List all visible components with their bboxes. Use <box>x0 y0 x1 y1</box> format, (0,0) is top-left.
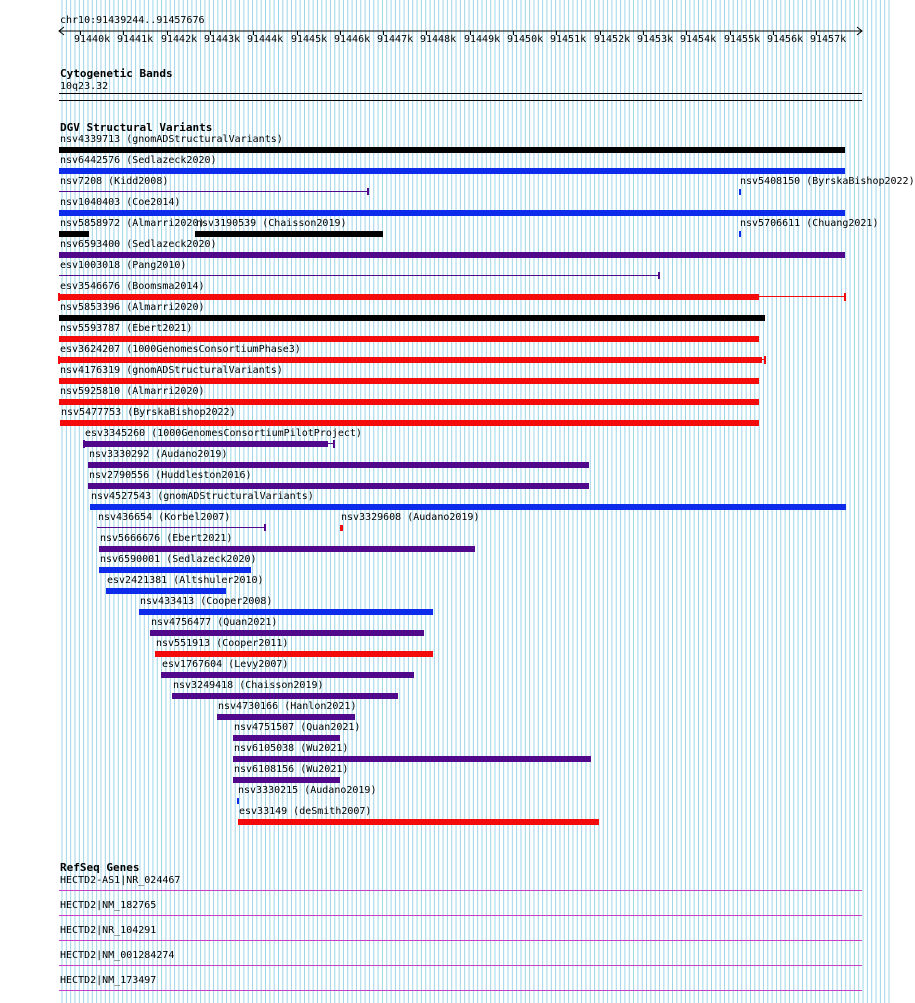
dgv-feature-label[interactable]: nsv551913 (Cooper2011) <box>156 638 289 649</box>
dgv-feature-label[interactable]: nsv4176319 (gnomADStructuralVariants) <box>60 365 283 376</box>
dgv-feature-bar[interactable] <box>99 546 475 552</box>
dgv-feature-label[interactable]: esv2421381 (Altshuler2010) <box>107 575 264 586</box>
dgv-feature-end-cap <box>844 293 846 301</box>
dgv-feature-bar[interactable] <box>88 462 589 468</box>
dgv-feature-bar[interactable] <box>59 168 845 174</box>
dgv-feature-label[interactable]: nsv4730166 (Hanlon2021) <box>218 701 357 712</box>
dgv-feature-label[interactable]: nsv5408150 (ByrskaBishop2022) <box>740 176 915 187</box>
dgv-feature-label[interactable]: nsv5853396 (Almarri2020) <box>60 302 205 313</box>
dgv-feature-bar[interactable] <box>340 525 343 531</box>
dgv-feature-bar[interactable] <box>155 651 433 657</box>
dgv-feature-label[interactable]: esv1003018 (Pang2010) <box>60 260 187 271</box>
dgv-feature-bar[interactable] <box>59 275 658 276</box>
dgv-feature-label[interactable]: nsv5593787 (Ebert2021) <box>60 323 193 334</box>
dgv-feature-bar[interactable] <box>195 231 383 237</box>
dgv-feature-bar[interactable] <box>59 147 845 153</box>
dgv-feature-bar[interactable] <box>150 630 424 636</box>
cytoband-label[interactable]: 10q23.32 <box>60 81 109 92</box>
refseq-gene-label[interactable]: HECTD2|NM_173497 <box>60 975 157 986</box>
refseq-gene-line[interactable] <box>59 915 862 916</box>
dgv-feature-bar[interactable] <box>84 441 328 447</box>
dgv-feature-extension <box>759 296 845 297</box>
refseq-gene-label[interactable]: HECTD2|NM_182765 <box>60 900 157 911</box>
dgv-feature-bar[interactable] <box>238 819 599 825</box>
dgv-feature-bar[interactable] <box>59 315 765 321</box>
dgv-feature-bar[interactable] <box>97 527 264 528</box>
dgv-feature-end-cap <box>264 524 266 531</box>
dgv-feature-end-cap <box>58 356 60 364</box>
dgv-feature-end-cap <box>764 356 766 364</box>
dgv-feature-label[interactable]: nsv4339713 (gnomADStructuralVariants) <box>60 134 283 145</box>
dgv-feature-label[interactable]: nsv7208 (Kidd2008) <box>60 176 169 187</box>
dgv-feature-bar[interactable] <box>59 231 89 237</box>
dgv-feature-end-cap <box>58 293 60 301</box>
dgv-feature-label[interactable]: esv33149 (deSmith2007) <box>239 806 372 817</box>
refseq-gene-label[interactable]: HECTD2-AS1|NR_024467 <box>60 875 181 886</box>
dgv-feature-bar[interactable] <box>90 504 846 510</box>
dgv-feature-label[interactable]: nsv4756477 (Quan2021) <box>151 617 278 628</box>
dgv-feature-end-cap <box>367 188 369 195</box>
dgv-feature-bar[interactable] <box>233 756 591 762</box>
ruler-tick-label: 91440k <box>74 34 111 45</box>
ruler-tick-label: 91453k <box>637 34 674 45</box>
refseq-gene-line[interactable] <box>59 940 862 941</box>
dgv-feature-bar[interactable] <box>59 378 759 384</box>
dgv-feature-label[interactable]: esv3624207 (1000GenomesConsortiumPhase3) <box>60 344 301 355</box>
ruler-tick-label: 91447k <box>377 34 414 45</box>
dgv-feature-label[interactable]: nsv6108156 (Wu2021) <box>234 764 349 775</box>
dgv-feature-label[interactable]: nsv3249418 (Chaisson2019) <box>173 680 324 691</box>
dgv-feature-bar[interactable] <box>217 714 355 720</box>
dgv-feature-label[interactable]: nsv3329608 (Audano2019) <box>341 512 480 523</box>
dgv-feature-bar[interactable] <box>59 357 762 363</box>
dgv-feature-label[interactable]: nsv2790556 (Huddleston2016) <box>89 470 252 481</box>
ruler-coordinates: chr10:91439244..91457676 <box>60 15 205 26</box>
dgv-feature-label[interactable]: nsv3330215 (Audano2019) <box>238 785 377 796</box>
dgv-feature-bar[interactable] <box>161 672 414 678</box>
dgv-feature-bar[interactable] <box>172 693 398 699</box>
dgv-feature-end-cap <box>658 272 660 279</box>
dgv-feature-bar[interactable] <box>59 294 759 300</box>
dgv-feature-label[interactable]: nsv5925810 (Almarri2020) <box>60 386 205 397</box>
ruler-tick-label: 91457k <box>810 34 847 45</box>
ruler-tick-label: 91450k <box>507 34 544 45</box>
dgv-feature-label[interactable]: nsv5666676 (Ebert2021) <box>100 533 233 544</box>
dgv-feature-label[interactable]: esv3345260 (1000GenomesConsortiumPilotProject) <box>85 428 362 439</box>
dgv-feature-bar[interactable] <box>59 399 759 405</box>
ruler-tick-label: 91455k <box>724 34 761 45</box>
track-title-cytoband: Cytogenetic Bands <box>60 67 173 80</box>
ruler-tick-label: 91441k <box>117 34 154 45</box>
dgv-feature-end-cap <box>83 440 85 448</box>
dgv-feature-label[interactable]: nsv4751507 (Quan2021) <box>234 722 361 733</box>
ruler-tick-label: 91454k <box>680 34 717 45</box>
dgv-feature-bar[interactable] <box>59 191 367 192</box>
ruler-tick-label: 91452k <box>594 34 631 45</box>
dgv-feature-label[interactable]: nsv5858972 (Almarri2020) <box>60 218 205 229</box>
dgv-feature-label[interactable]: nsv5706611 (Chuang2021) <box>740 218 879 229</box>
dgv-feature-label[interactable]: nsv436654 (Korbel2007) <box>98 512 231 523</box>
refseq-gene-line[interactable] <box>59 990 862 991</box>
ruler-tick-label: 91456k <box>767 34 804 45</box>
dgv-feature-label[interactable]: nsv3190539 (Chaisson2019) <box>196 218 347 229</box>
dgv-feature-bar[interactable] <box>139 609 433 615</box>
refseq-gene-label[interactable]: HECTD2|NR_104291 <box>60 925 157 936</box>
dgv-feature-bar[interactable] <box>59 252 845 258</box>
refseq-gene-line[interactable] <box>59 890 862 891</box>
dgv-feature-label[interactable]: nsv1040403 (Coe2014) <box>60 197 181 208</box>
dgv-feature-label[interactable]: nsv6590001 (Sedlazeck2020) <box>100 554 257 565</box>
ruler-tick-label: 91448k <box>420 34 457 45</box>
dgv-feature-label[interactable]: nsv3330292 (Audano2019) <box>89 449 228 460</box>
dgv-feature-bar[interactable] <box>59 210 845 216</box>
ruler-tick-label: 91443k <box>204 34 241 45</box>
ruler-tick-label: 91445k <box>291 34 328 45</box>
dgv-feature-bar[interactable] <box>237 798 239 804</box>
refseq-gene-line[interactable] <box>59 965 862 966</box>
ruler-tick-label: 91442k <box>161 34 198 45</box>
dgv-feature-end-cap <box>333 440 335 448</box>
track-divider <box>59 100 862 101</box>
ruler-tick-label: 91449k <box>464 34 501 45</box>
dgv-feature-bar[interactable] <box>233 735 340 741</box>
dgv-feature-bar[interactable] <box>739 189 741 195</box>
dgv-feature-bar[interactable] <box>88 483 589 489</box>
dgv-feature-bar[interactable] <box>233 777 340 783</box>
dgv-feature-label[interactable]: nsv433413 (Cooper2008) <box>140 596 273 607</box>
ruler-tick-label: 91446k <box>334 34 371 45</box>
dgv-feature-label[interactable]: nsv6442576 (Sedlazeck2020) <box>60 155 217 166</box>
ruler-tick-label: 91451k <box>550 34 587 45</box>
cytoband-line <box>59 93 862 94</box>
dgv-feature-label[interactable]: nsv6105038 (Wu2021) <box>234 743 349 754</box>
dgv-feature-bar[interactable] <box>106 588 226 594</box>
dgv-feature-label[interactable]: nsv6593400 (Sedlazeck2020) <box>60 239 217 250</box>
dgv-feature-bar[interactable] <box>99 567 251 573</box>
track-title-refseq: RefSeq Genes <box>60 861 140 874</box>
track-title-dgv: DGV Structural Variants <box>60 121 213 134</box>
dgv-feature-label[interactable]: esv3546676 (Boomsma2014) <box>60 281 205 292</box>
dgv-feature-label[interactable]: nsv4527543 (gnomADStructuralVariants) <box>91 491 314 502</box>
dgv-feature-bar[interactable] <box>59 336 759 342</box>
dgv-feature-label[interactable]: esv1767604 (Levy2007) <box>162 659 289 670</box>
dgv-feature-bar[interactable] <box>60 420 759 426</box>
dgv-feature-label[interactable]: nsv5477753 (ByrskaBishop2022) <box>61 407 236 418</box>
ruler-tick-label: 91444k <box>247 34 284 45</box>
dgv-feature-bar[interactable] <box>739 231 741 237</box>
refseq-gene-label[interactable]: HECTD2|NM_001284274 <box>60 950 175 961</box>
